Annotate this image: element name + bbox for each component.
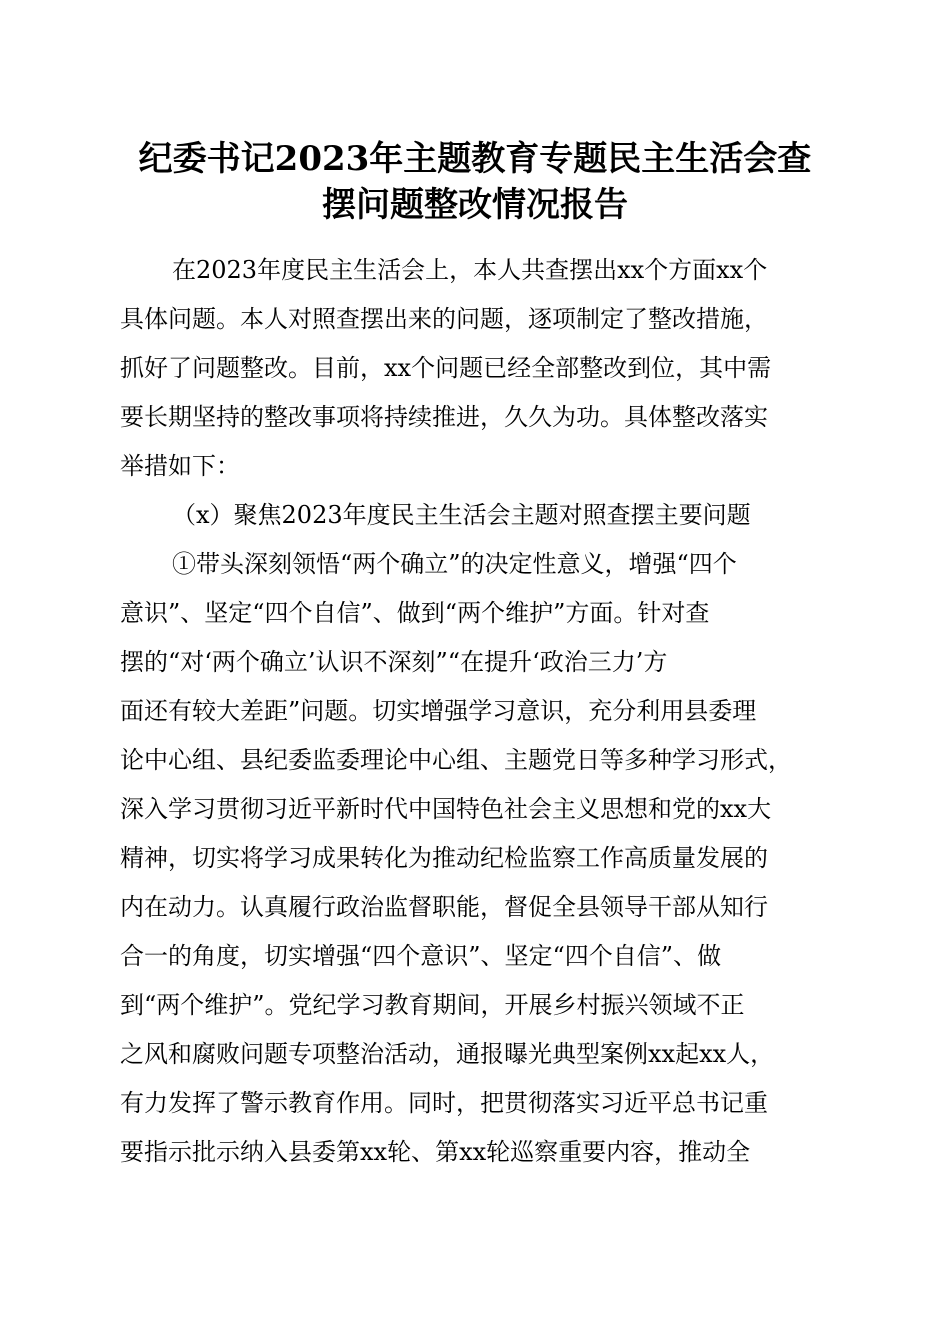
paragraph-2-line: 要指示批示纳入县委第xx轮、第xx轮巡察重要内容，推动全 bbox=[120, 1138, 751, 1166]
paragraph-2-line: 有力发挥了警示教育作用。同时，把贯彻落实习近平总书记重 bbox=[120, 1089, 768, 1117]
paragraph-1-line: 抓好了问题整改。目前，xx个问题已经全部整改到位，其中需 bbox=[120, 354, 772, 382]
paragraph-2-line: 深入学习贯彻习近平新时代中国特色社会主义思想和党的xx大 bbox=[120, 795, 772, 823]
paragraph-1-line: 要长期坚持的整改事项将持续推进，久久为功。具体整改落实 bbox=[120, 403, 768, 431]
paragraph-2-line: 精神，切实将学习成果转化为推动纪检监察工作高质量发展的 bbox=[120, 844, 768, 872]
paragraph-1-line: 举措如下： bbox=[120, 452, 240, 480]
document-title-line-2: 摆问题整改情况报告 bbox=[322, 185, 628, 225]
paragraph-2-line: ①带头深刻领悟“两个确立”的决定性意义，增强“四个 bbox=[172, 550, 737, 578]
paragraph-2-line: 面还有较大差距”问题。切实增强学习意识，充分利用县委理 bbox=[120, 697, 757, 725]
paragraph-2-line: 到“两个维护”。党纪学习教育期间，开展乡村振兴领域不正 bbox=[120, 991, 745, 1019]
paragraph-2-line: 摆的“对‘两个确立’认识不深刻”“在提升‘政治三力’方 bbox=[120, 648, 668, 676]
paragraph-2-line: 论中心组、县纪委监委理论中心组、主题党日等多种学习形式， bbox=[120, 746, 792, 774]
paragraph-2-line: 意识”、坚定“四个自信”、做到“两个维护”方面。针对查 bbox=[120, 599, 710, 627]
paragraph-1-line: 具体问题。本人对照查摆出来的问题，逐项制定了整改措施， bbox=[120, 305, 768, 333]
document-title-line-1: 纪委书记2023年主题教育专题民主生活会查 bbox=[138, 139, 812, 179]
paragraph-2-line: 合一的角度，切实增强“四个意识”、坚定“四个自信”、做 bbox=[120, 942, 722, 970]
document-body bbox=[120, 246, 832, 1177]
section-heading: （x）聚焦2023年度民主生活会主题对照查摆主要问题 bbox=[172, 501, 751, 529]
paragraph-2-line: 之风和腐败问题专项整治活动，通报曝光典型案例xx起xx人， bbox=[120, 1040, 775, 1068]
paragraph-1-line: 在2023年度民主生活会上，本人共查摆出xx个方面xx个 bbox=[172, 256, 768, 284]
paragraph-2-line: 内在动力。认真履行政治监督职能，督促全县领导干部从知行 bbox=[120, 893, 768, 921]
